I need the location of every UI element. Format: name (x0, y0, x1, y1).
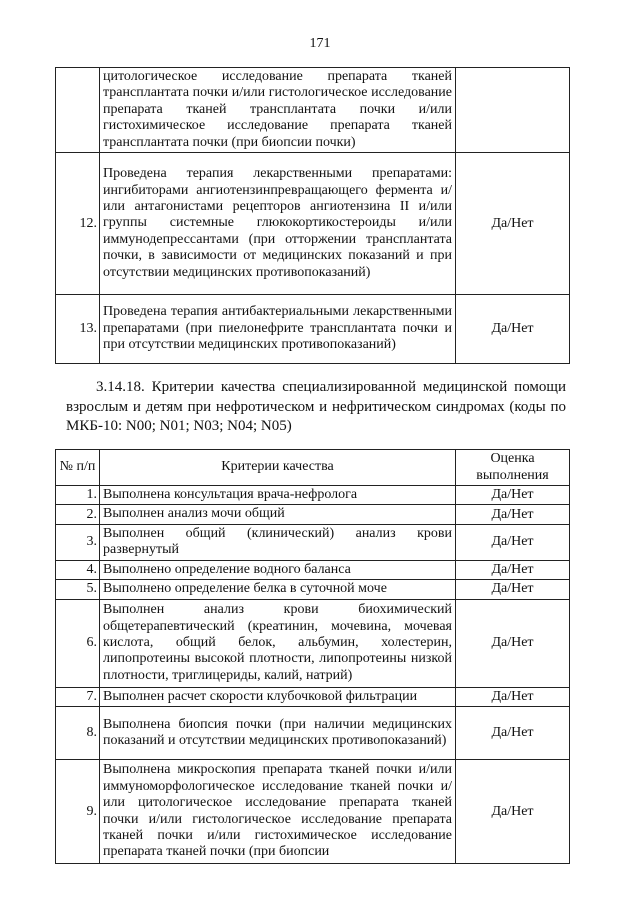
criterion-cell (100, 707, 456, 760)
criterion-cell (100, 524, 456, 560)
row-number (56, 68, 100, 153)
criterion-text: Выполнен общий (клинический) анализ крови развернутый (103, 525, 452, 558)
table-row (56, 295, 570, 364)
table-row (56, 580, 570, 599)
evaluation-cell: Да/Нет (456, 580, 570, 599)
evaluation-cell: Да/Нет (456, 599, 570, 687)
column-header-criteria: Критерии качества (100, 450, 456, 486)
top-criteria-table (55, 67, 570, 364)
row-number: 8. (56, 707, 100, 760)
criterion-text: Выполнена микроскопия препарата тканей почки и/или иммуноморфологическое исследование тканей почки и/или цитологическое исследование препарата тканей почки и/или гистологическое исследование препарата тканей почки и/или гистохимическое исследование препарата тканей почки (при биопсии (103, 762, 452, 860)
criterion-cell (100, 486, 456, 505)
criterion-text: Выполнено определение белка в суточной моче (103, 581, 387, 597)
criterion-cell (100, 687, 456, 706)
row-number: 2. (56, 505, 100, 524)
criterion-cell (100, 599, 456, 687)
table-row (56, 760, 570, 864)
criterion-text: Выполнено определение водного баланса (103, 561, 351, 577)
criterion-cell (100, 505, 456, 524)
table-row (56, 153, 570, 295)
table-row (56, 687, 570, 706)
criterion-text: Выполнен расчет скорости клубочковой фильтрации (103, 688, 418, 704)
evaluation-cell: Да/Нет (456, 486, 570, 505)
evaluation-cell: Да/Нет (456, 760, 570, 864)
evaluation-cell: Да/Нет (456, 295, 570, 364)
criterion-text: Выполнена консультация врача-нефролога (103, 487, 358, 502)
page-number: 171 (309, 36, 331, 51)
table-row (56, 486, 570, 505)
criterion-text: цитологическое исследование препарата тканей трансплантата почки и/или гистологическое исследование препарата тканей трансплантата почки и/или гистохимическое исследование препарата тканей трансплантата почки (при биопсии почки) (103, 69, 452, 150)
evaluation-cell: Да/Нет (456, 707, 570, 760)
criterion-text: Выполнена биопсия почки (при наличии медицинских показаний и отсутствии медицинских противопоказаний) (103, 716, 452, 749)
row-number: 7. (56, 687, 100, 706)
column-header-number: № п/п (56, 450, 100, 486)
criterion-text: Выполнен анализ крови биохимический общетерапевтический (креатинин, мочевина, мочевая кислота, общий белок, альбумин, холестерин, липопротеины высокой плотности, липопротеины низкой плотности, триглицериды, калий, натрий) (103, 602, 452, 683)
row-number: 4. (56, 560, 100, 579)
table-row (56, 505, 570, 524)
row-number: 9. (56, 760, 100, 864)
evaluation-cell: Да/Нет (456, 687, 570, 706)
section-heading: 3.14.18. Критерии качества специализированной медицинской помощи взрослым и детям при нефротическом и нефритическом синдромах (коды по МКБ-10: N00; N01; N03; N04; N05) (66, 379, 566, 434)
quality-criteria-table (55, 449, 570, 864)
criterion-cell (100, 295, 456, 364)
table-row (56, 560, 570, 579)
table-row (56, 524, 570, 560)
evaluation-cell: Да/Нет (456, 153, 570, 295)
criterion-cell (100, 560, 456, 579)
table-row (56, 599, 570, 687)
row-number: 6. (56, 599, 100, 687)
criterion-text: Выполнен анализ мочи общий (103, 506, 285, 522)
row-number: 5. (56, 580, 100, 599)
row-number: 3. (56, 524, 100, 560)
evaluation-cell: Да/Нет (456, 524, 570, 560)
row-number: 13. (56, 295, 100, 364)
table-row (56, 68, 570, 153)
evaluation-cell (456, 68, 570, 153)
criterion-text: Проведена терапия лекарственными препаратами: ингибиторами ангиотензинпревращающего фермента и/или антагонистами рецепторов ангиотензина II и/или группы системные глюкокортикостероиды и/или иммунодепрессантами (при отторжении трансплантата почки, в зависимости от медицинских показаний и при отсутствии медицинских противопоказаний) (103, 166, 452, 280)
criterion-cell (100, 760, 456, 864)
criterion-cell (100, 153, 456, 295)
criterion-cell (100, 68, 456, 153)
table-row (56, 707, 570, 760)
evaluation-cell: Да/Нет (456, 505, 570, 524)
criterion-cell (100, 580, 456, 599)
column-header-evaluation: Оценка выполнения (456, 450, 570, 486)
table-header-row (56, 450, 570, 486)
criterion-text: Проведена терапия антибактериальными лекарственными препаратами (при пиелонефрите трансплантата почки и при отсутствии медицинских противопоказаний) (103, 304, 452, 353)
evaluation-cell: Да/Нет (456, 560, 570, 579)
row-number: 1. (56, 486, 100, 505)
row-number: 12. (56, 153, 100, 295)
